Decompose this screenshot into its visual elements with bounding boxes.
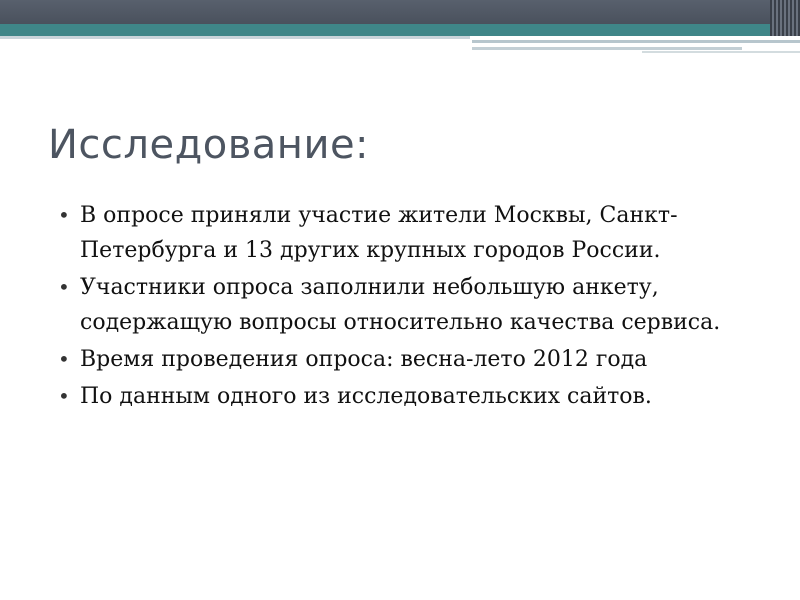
bullet-item: [58, 270, 758, 340]
bullet-item: [58, 198, 758, 268]
header-accent-bar: [0, 24, 800, 36]
header-decor-line: [642, 51, 800, 53]
bullet-text: По данным одного из исследовательских сайтов.: [80, 384, 652, 409]
bullet-icon: •: [58, 384, 70, 408]
bullet-text: Участники опроса заполнили небольшую анкету, содержащую вопросы относительно качества сервиса.: [80, 275, 721, 335]
bullet-text: Время проведения опроса: весна-лето 2012 года: [80, 347, 648, 372]
header-decor-line: [472, 47, 742, 50]
header-decor-line: [472, 40, 800, 43]
bullet-item: [58, 379, 758, 414]
slide-title: Исследование:: [48, 122, 370, 168]
header-corner-stripes: [770, 0, 800, 36]
bullet-list: [58, 198, 758, 416]
bullet-icon: •: [58, 347, 70, 371]
bullet-icon: •: [58, 203, 70, 227]
bullet-icon: •: [58, 275, 70, 299]
header-bar: [0, 0, 800, 24]
bullet-item: [58, 342, 758, 377]
bullet-text: В опросе приняли участие жители Москвы, Санкт-Петербурга и 13 других крупных городов России.: [80, 203, 678, 263]
header-decor-line: [0, 36, 470, 39]
